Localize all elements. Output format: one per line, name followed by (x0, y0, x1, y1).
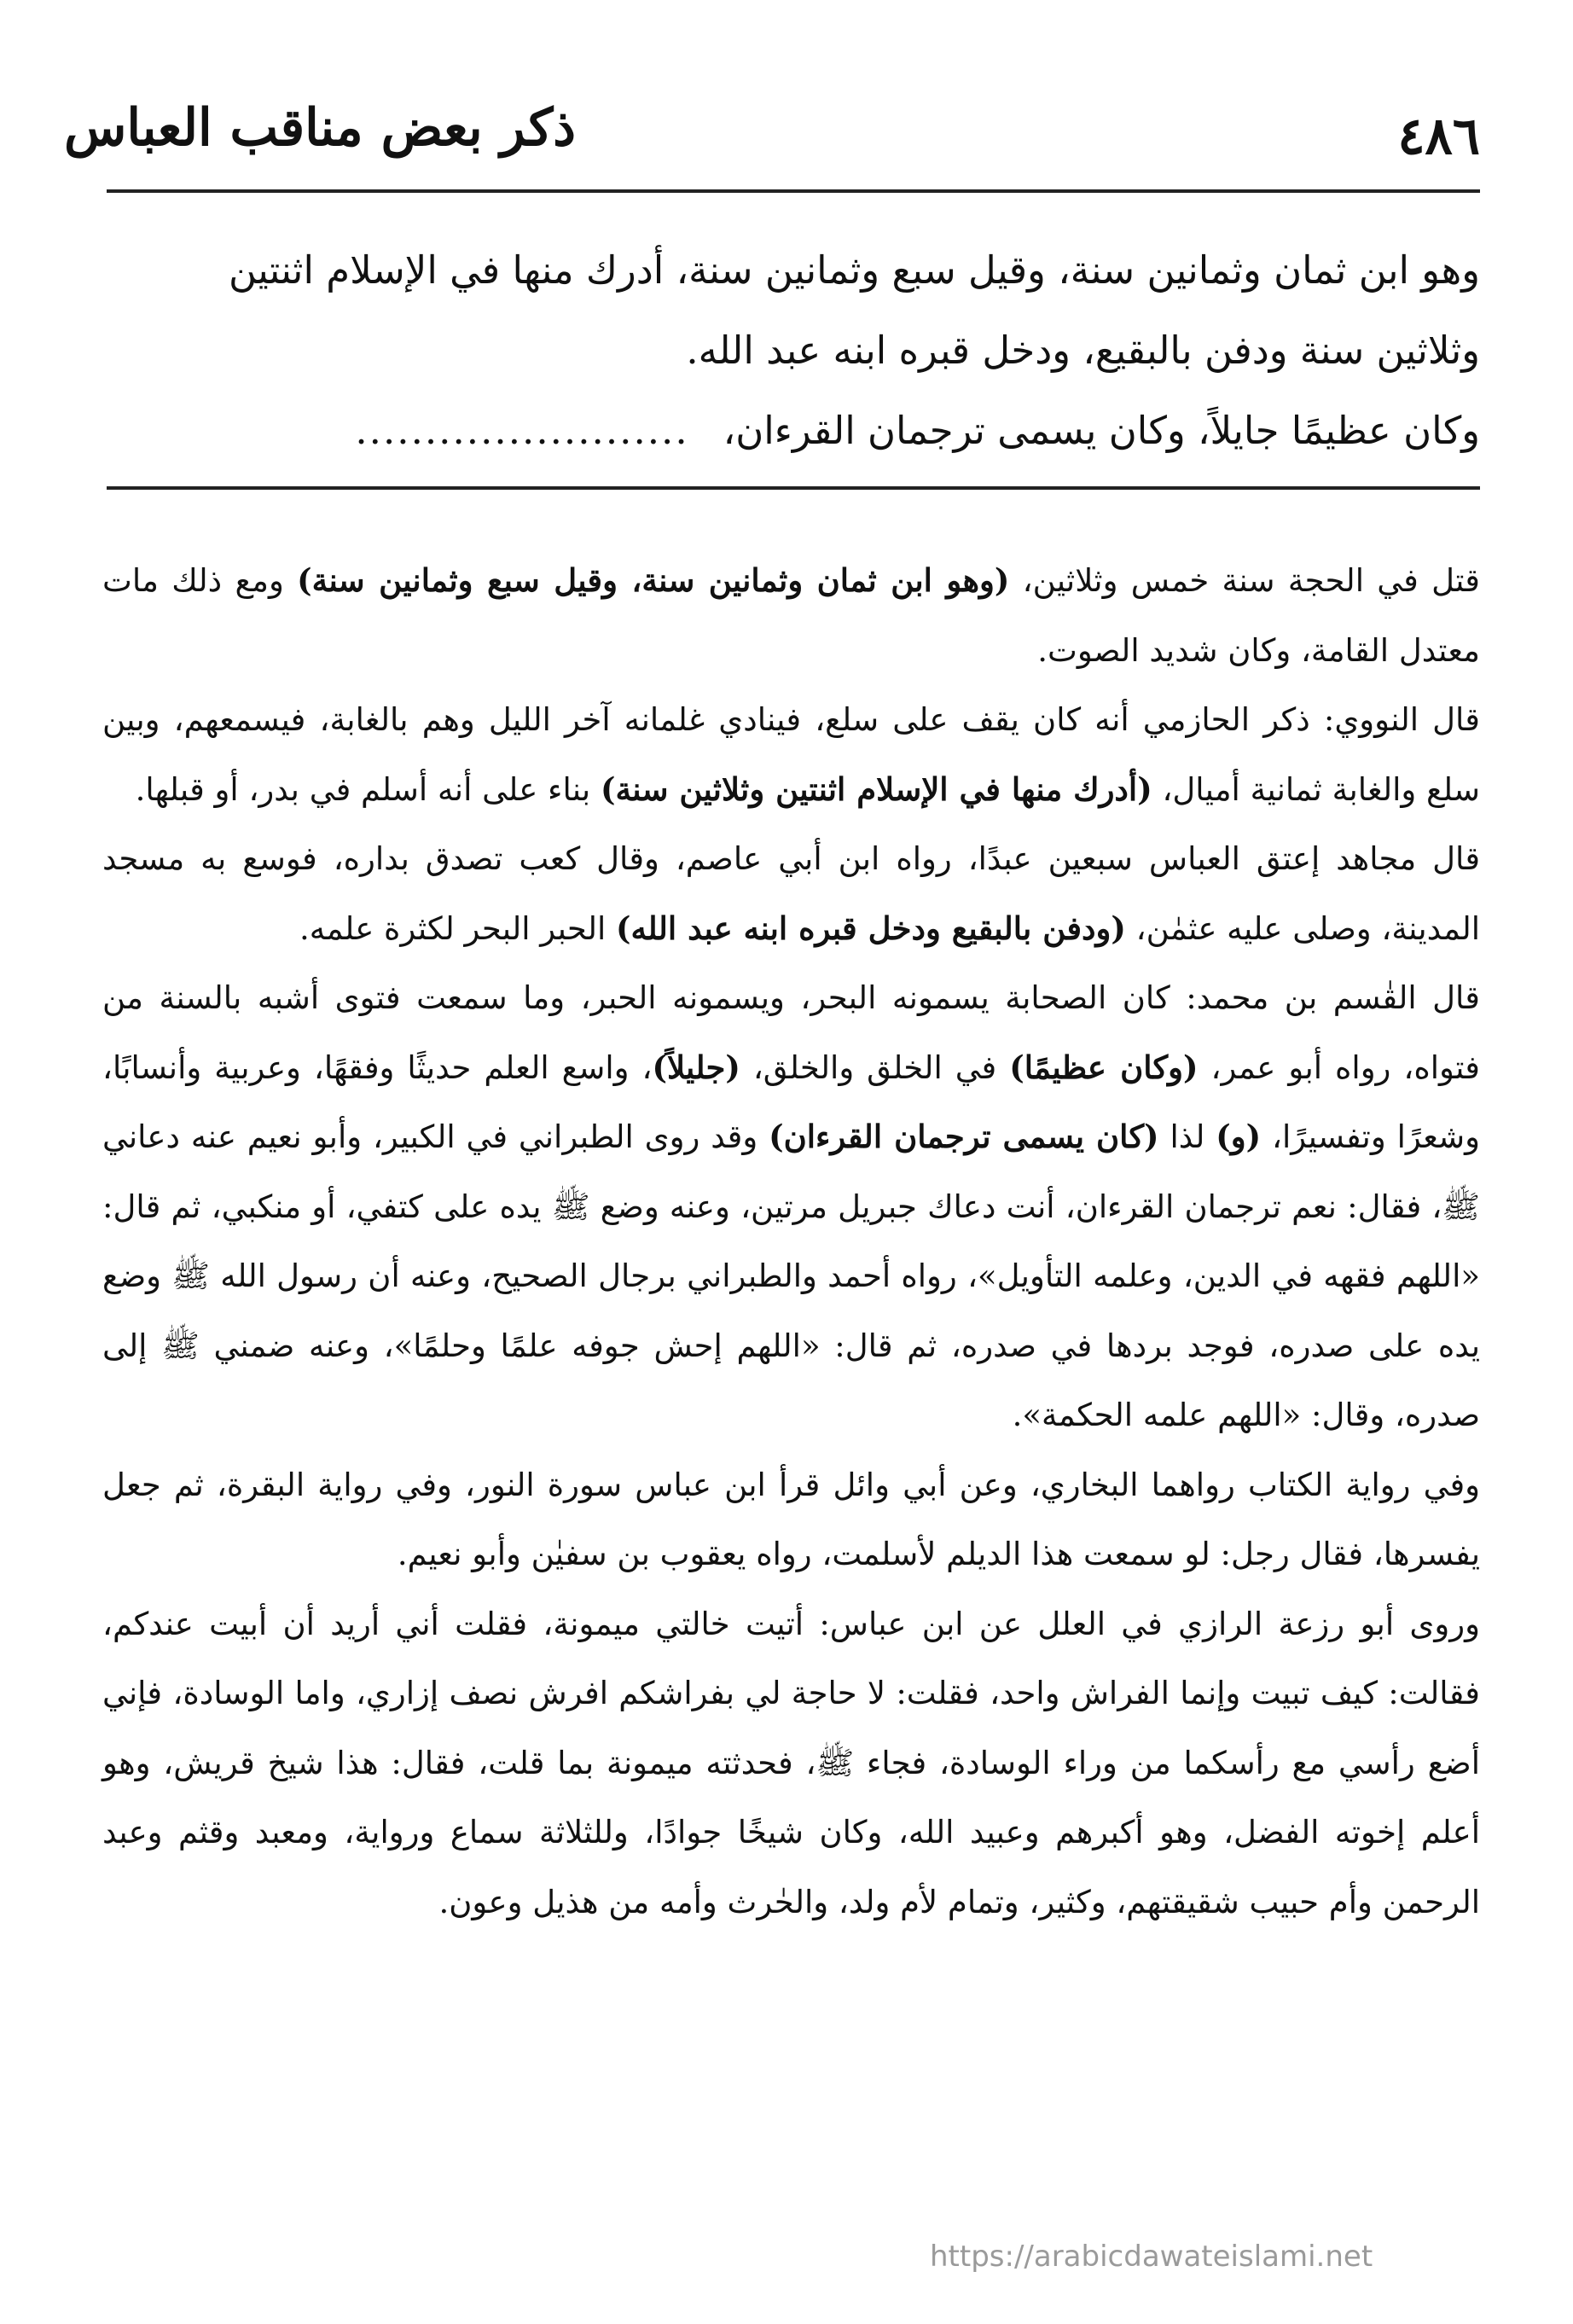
commentary-text-run: قال مجاهد إعتق العباس سبعين عبدًا، رواه ابن أبي عاصم، وقال كعب تصدق بداره، فوسع به مسجد المدينة، وصلى عليه عثمٰن، (102, 840, 1480, 947)
commentary-text-run: وروى أبو رزعة الرازي في العلل عن ابن عباس: أتيت خالتي ميمونة، فقلت أني أريد أن أبيت عندكم، فقالت: كيف تبيت وإنما الفراش واحد، فقلت: لا حاجة لي بفراشكم افرش نصف إزاري، واما الوسادة، فإني أضع رأسي مع رأسكما من وراء الوسادة، فجاء ﷺ، فحدثته ميمونة بما قلت، فقال: هذا شيخ قريش، وهو أعلم إخوته الفضل، وهو أكبرهم وعبيد الله، وكان شيخًا جوادًا، وللثلاثة سماع ورواية، ومعبد وقثم وعبد الرحمن وأم حبيب شقيقتهم، وكثير، وتمام لأم ولد، والحٰرث وأمه من هذيل وعون. (102, 1605, 1480, 1920)
commentary-text (102, 546, 1480, 1937)
main-text-line-1: وهو ابن ثمان وثمانين سنة، وقيل سبع وثمانين سنة، أدرك منها في الإسلام اثنتين (228, 247, 1480, 293)
commentary-text-run: قال القٰسم بن محمد: كان الصحابة يسمونه البحر، ويسمونه الحبر، وما سمعت فتوى أشبه بالسنة من فتواه، رواه أبو عمر، (102, 979, 1480, 1086)
separator-rule (107, 486, 1480, 490)
commentary-text-run: لذا (1158, 1118, 1216, 1155)
page-number: ٤٨٦ (1397, 107, 1480, 166)
commentary-text-run: في الخلق والخلق، (740, 1049, 1010, 1086)
running-title: ذكر بعض مناقب العباس (64, 98, 576, 158)
quoted-matn: (كان يسمى ترجمان القرءان) (769, 1118, 1159, 1155)
commentary-paragraph-2 (102, 685, 1480, 824)
main-text-line (102, 311, 1480, 391)
commentary-text-run: ، واسع العلم حديثًا وفقهًا، وعربية وأنسابًا، وشعرًا وتفسيرًا، (102, 1049, 1480, 1155)
main-text-line (102, 230, 1480, 311)
commentary-text-run: ومع ذلك مات معتدل القامة، وكان شديد الصوت. (102, 562, 1480, 669)
main-text (102, 230, 1480, 471)
quoted-matn: (جليلاً) (652, 1048, 740, 1086)
commentary-text-run: بناء على أنه أسلم في بدر، أو قبلها. (135, 770, 601, 808)
quoted-matn: (وكان عظيمًا) (1009, 1048, 1199, 1086)
commentary-paragraph-5 (102, 1450, 1480, 1589)
source-watermark: https://arabicdawateislami.net (930, 2240, 1373, 2274)
commentary-text-run: الحبر البحر لكثرة علمه. (299, 909, 617, 947)
quoted-matn: (أدرك منها في الإسلام اثنتين وثلاثين سنة) (600, 770, 1152, 808)
commentary-text-run: وفي رواية الكتاب رواهما البخاري، وعن أبي وائل قرأ ابن عباس سورة النور، وفي رواية البقرة، ثم جعل يفسرها، فقال رجل: لو سمعت هذا الديلم لأسلمت، رواه يعقوب بن سفيٰن وأبو نعيم. (102, 1466, 1480, 1572)
quoted-matn: (وهو ابن ثمان وثمانين سنة، وقيل سبع وثمانين سنة) (297, 561, 1010, 599)
main-text-line-2: وثلاثين سنة ودفن بالبقيع، ودخل قبره ابنه عبد الله. (686, 328, 1480, 373)
commentary-paragraph-4 (102, 963, 1480, 1450)
continuation-dots: ........................ (355, 408, 689, 453)
main-text-line-3: وكان عظيمًا جايلاً، وكان يسمى ترجمان القرءان، (723, 408, 1480, 453)
page-header (64, 90, 1480, 183)
commentary-paragraph-6 (102, 1589, 1480, 1938)
quoted-matn: (و) (1216, 1118, 1262, 1155)
quoted-matn: (ودفن بالبقيع ودخل قبره ابنه عبد الله) (616, 909, 1126, 947)
main-text-line (102, 391, 1480, 471)
header-rule (107, 189, 1480, 193)
commentary-text-run: وقد روى الطبراني في الكبير، وأبو نعيم عنه دعاني ﷺ، فقال: نعم ترجمان القرءان، أنت دعاك جبريل مرتين، وعنه وضع ﷺ يده على كتفي، أو منكبي، ثم قال: «اللهم فقهه في الدين، وعلمه التأويل»، رواه أحمد والطبراني برجال الصحيح، وعنه أن رسول الله ﷺ وضع يده على صدره، فوجد بردها في صدره، ثم قال: «اللهم إحش جوفه علمًا وحلمًا»، وعنه ضمني ﷺ إلى صدره، وقال: «اللهم علمه الحكمة». (102, 1118, 1480, 1433)
commentary-text-run: قال النووي: ذكر الحازمي أنه كان يقف على سلع، فينادي غلمانه آخر الليل وهم بالغابة، فيسمعهم، وبين سلع والغابة ثمانية أميال، (102, 701, 1480, 808)
commentary-paragraph-3 (102, 824, 1480, 963)
commentary-text-run: قتل في الحجة سنة خمس وثلاثين، (1009, 562, 1480, 599)
commentary-paragraph-1 (102, 546, 1480, 685)
